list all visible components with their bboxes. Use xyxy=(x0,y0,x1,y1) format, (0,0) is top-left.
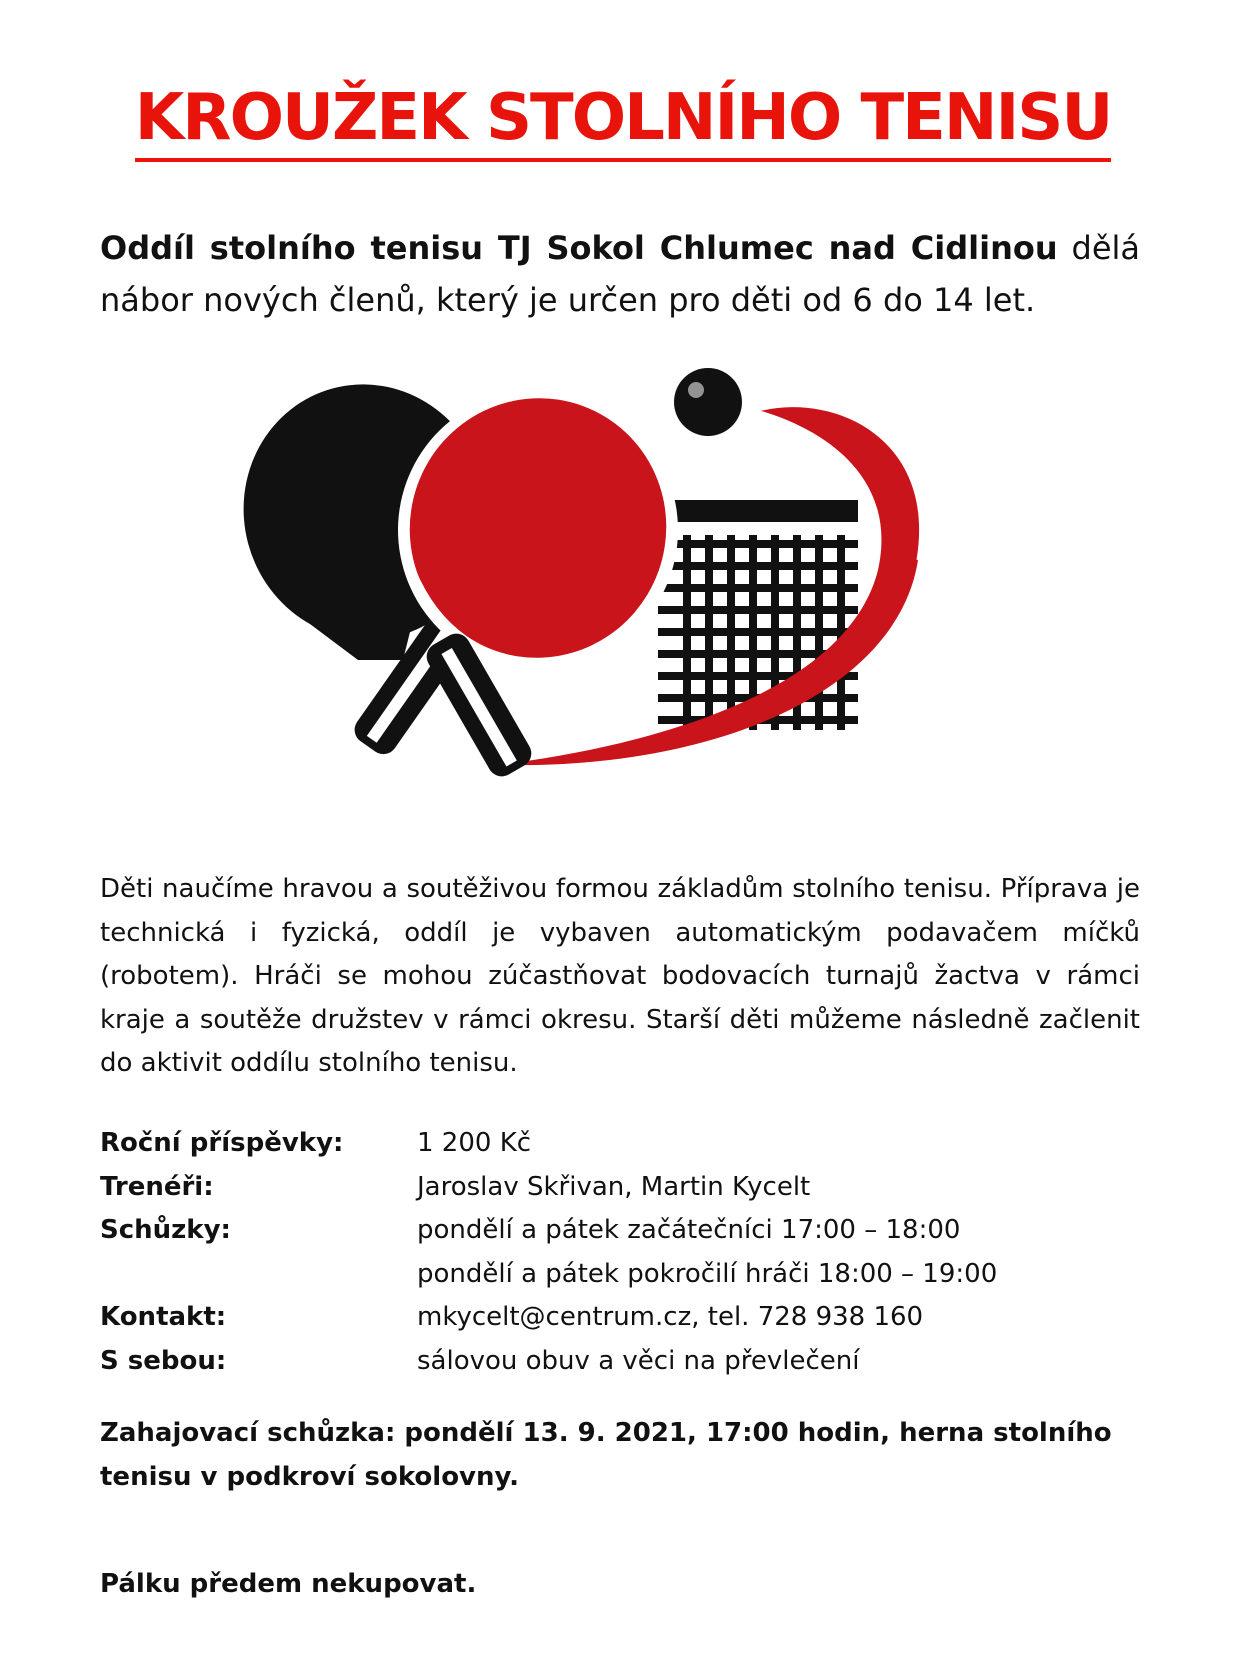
contact-value[interactable]: mkycelt@centrum.cz, tel. 728 938 160 xyxy=(417,1302,924,1332)
info-row-bring xyxy=(100,1340,1140,1384)
info-label: S sebou: xyxy=(100,1345,227,1376)
info-label: Schůzky: xyxy=(100,1215,231,1245)
intro-paragraph xyxy=(100,222,1140,326)
info-label: Kontakt: xyxy=(100,1302,227,1332)
info-list xyxy=(100,1122,1140,1383)
paddle-note: Pálku předem nekupovat. xyxy=(100,1569,477,1599)
info-label: Trenéři: xyxy=(100,1171,214,1202)
info-row-fees xyxy=(100,1122,1140,1166)
info-row-meetings xyxy=(100,1209,1140,1253)
ball-icon xyxy=(674,368,742,436)
page-title-text: KROUŽEK STOLNÍHO TENISU xyxy=(135,82,1112,162)
info-label: Roční příspěvky: xyxy=(100,1128,344,1158)
info-row-contact xyxy=(100,1296,1140,1340)
info-label xyxy=(100,1253,417,1297)
description-paragraph: Děti naučíme hravou a soutěživou formou základům stolního tenisu. Příprava je technická i fyzická, oddíl je vybaven automatickým podavačem míčků (robotem). Hráči se mohou zúčastňovat bodovacích turnajů žactva v rámci kraje a soutěže družstev v rámci okresu. Starší děti můžeme následně začlenit do aktivit oddílu stolního tenisu. xyxy=(100,874,1140,1078)
info-value: 1 200 Kč xyxy=(417,1128,532,1158)
page-title xyxy=(0,82,1246,162)
info-value: sálovou obuv a věci na převlečení xyxy=(417,1345,860,1376)
club-name: Oddíl stolního tenisu TJ Sokol Chlumec nad Cidlinou xyxy=(100,229,1058,267)
opening-meeting: Zahajovací schůzka: pondělí 13. 9. 2021, 17:00 hodin, herna stolního tenisu v podkroví sokolovny. xyxy=(100,1418,1112,1492)
intro-text: dělá nábor nových členů, který je určen pro děti od 6 do 14 let. xyxy=(100,229,1141,319)
info-value: Jaroslav Skřivan, Martin Kycelt xyxy=(417,1171,811,1202)
info-row-meetings-advanced xyxy=(100,1253,1140,1297)
info-value: pondělí a pátek pokročilí hráči 18:00 – 19:00 xyxy=(417,1258,998,1289)
info-value: pondělí a pátek začátečníci 17:00 – 18:00 xyxy=(417,1215,961,1245)
info-row-coaches xyxy=(100,1166,1140,1210)
table-tennis-logo-icon xyxy=(238,360,998,820)
